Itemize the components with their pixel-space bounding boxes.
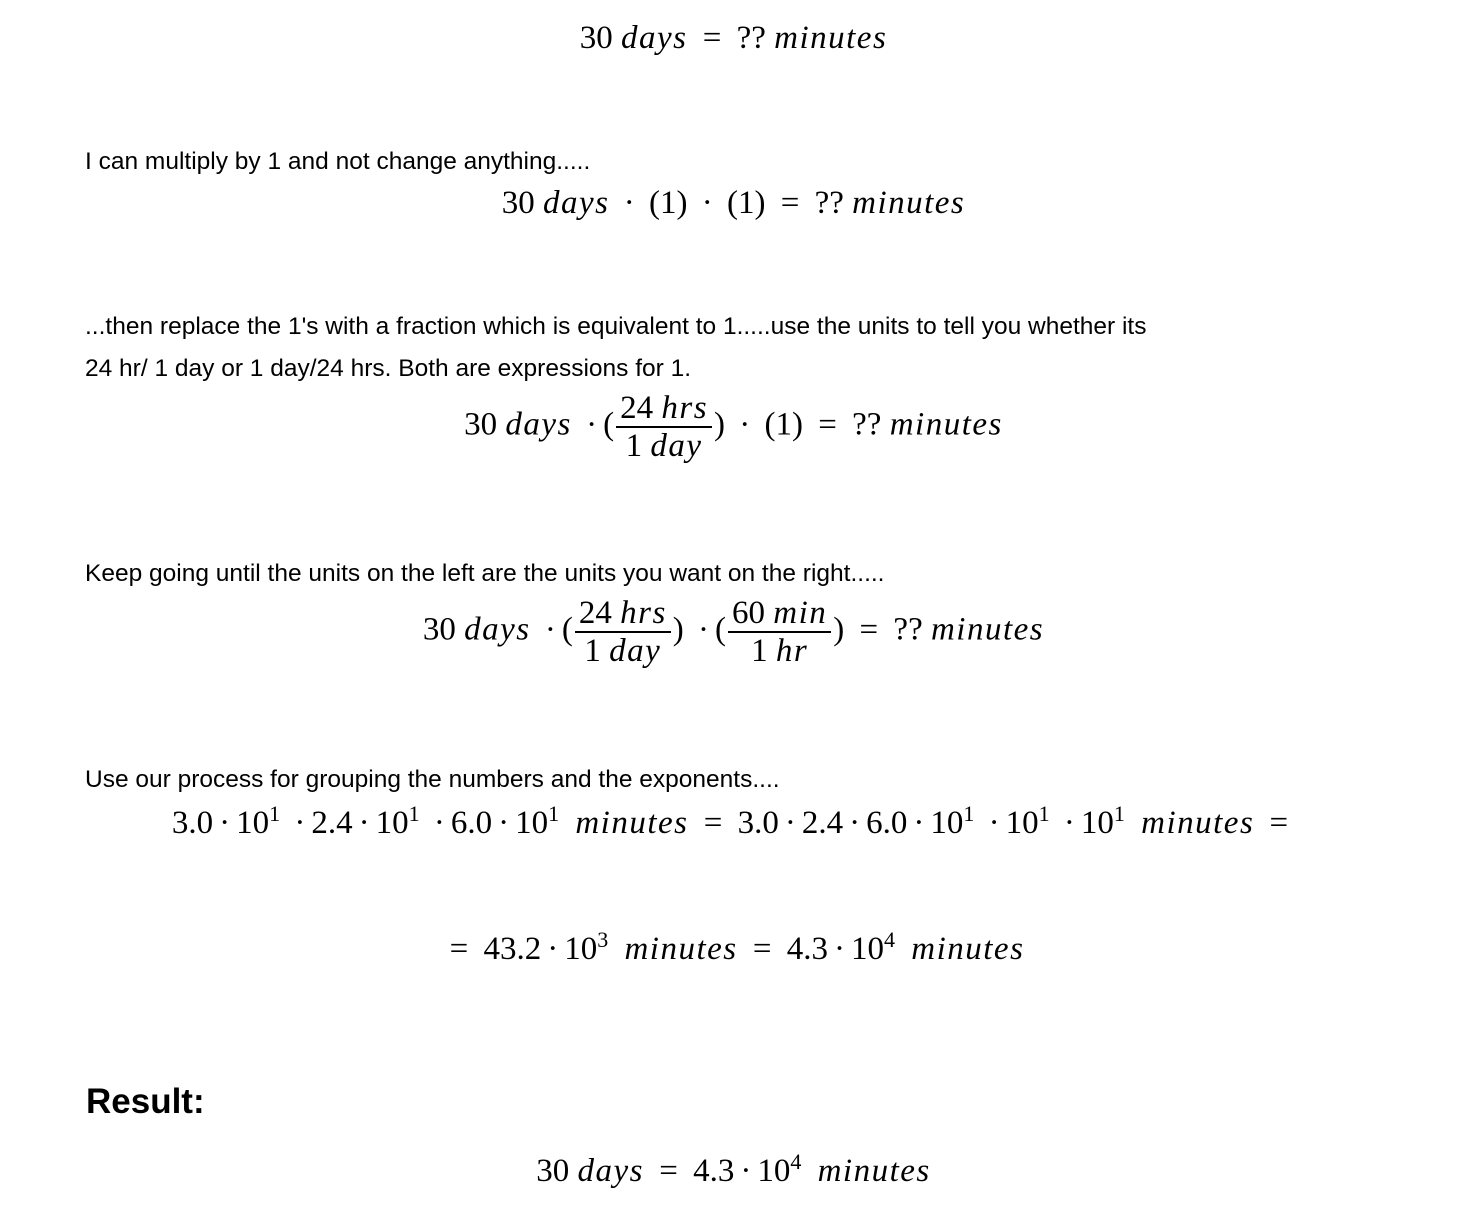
numerator-number: 60	[732, 595, 766, 631]
equals-sign: =	[780, 185, 800, 221]
lhs-unit: days	[464, 611, 531, 648]
lhs-number: 30	[422, 611, 456, 648]
power-base: 10	[930, 805, 964, 841]
power-base: 10	[851, 931, 884, 967]
dot-operator: ·	[739, 406, 751, 443]
result-equation	[0, 1151, 1467, 1191]
power-base: 10	[757, 1153, 791, 1189]
dot-operator: ·	[294, 805, 306, 841]
dot-operator: ·	[698, 611, 710, 648]
rhs-unit: minutes	[889, 406, 1003, 443]
power-base: 10	[564, 931, 598, 967]
exponent: 1	[1038, 801, 1050, 826]
dot-operator: ·	[1063, 805, 1075, 841]
fraction-hours-per-day	[575, 595, 671, 669]
rhs-value: ??	[893, 611, 923, 648]
equals-sign: =	[659, 1153, 678, 1189]
equals-sign: =	[1269, 805, 1289, 841]
numerator-unit: min	[773, 595, 828, 631]
fraction-numerator	[728, 595, 831, 631]
denominator-number: 1	[751, 633, 768, 669]
power-base: 10	[1080, 805, 1114, 841]
coefficient: 2.4	[801, 805, 844, 841]
dot-operator: ·	[913, 805, 925, 841]
dot-operator: ·	[834, 931, 845, 967]
paragraph-multiply-by-one: I can multiply by 1 and not change anything.....	[85, 148, 591, 175]
power-base: 10	[1005, 805, 1039, 841]
lhs-number: 30	[579, 20, 613, 56]
unit: minutes	[817, 1153, 931, 1189]
close-paren: )	[714, 406, 726, 443]
dot-operator: ·	[433, 805, 445, 841]
denominator-number: 1	[625, 428, 643, 464]
denominator-number: 1	[584, 633, 601, 669]
equation-first-fraction	[0, 390, 1467, 464]
one-factor: (1)	[648, 185, 688, 221]
coefficient: 2.4	[311, 805, 353, 841]
coefficient: 43.2	[483, 931, 542, 967]
fraction-denominator	[616, 426, 712, 464]
exponent: 1	[408, 801, 420, 826]
dot-operator: ·	[623, 185, 635, 221]
open-paren: (	[561, 611, 573, 648]
numerator-unit: hrs	[620, 595, 667, 631]
lhs-number: 30	[501, 185, 535, 221]
power-base: 10	[236, 805, 270, 841]
power-base: 10	[515, 805, 549, 841]
coefficient: 6.0	[450, 805, 493, 841]
equation-simplified	[0, 929, 1467, 969]
dot-operator: ·	[544, 611, 556, 648]
dot-operator: ·	[988, 805, 1000, 841]
equals-sign: =	[703, 805, 723, 841]
fraction-minutes-per-hour	[728, 595, 831, 669]
paragraph-replace-ones	[85, 306, 1146, 390]
equation-two-fractions	[0, 595, 1467, 669]
lhs-number: 30	[464, 406, 498, 443]
unit: minutes	[1141, 805, 1255, 841]
denominator-unit: day	[609, 633, 662, 669]
result-heading: Result:	[86, 1082, 205, 1121]
dot-operator: ·	[849, 805, 861, 841]
lhs-number: 30	[536, 1153, 570, 1189]
equals-sign: =	[859, 611, 879, 648]
dot-operator: ·	[740, 1153, 752, 1189]
paragraph-grouping-process: Use our process for grouping the numbers and the exponents....	[85, 766, 780, 793]
fraction-numerator	[616, 390, 712, 426]
dot-operator: ·	[701, 185, 713, 221]
paragraph-line: ...then replace the 1's with a fraction which is equivalent to 1.....use the units to tell you whether its	[85, 313, 1147, 340]
lhs-unit: days	[505, 406, 572, 443]
lhs-unit: days	[542, 185, 610, 221]
fraction-numerator	[575, 595, 671, 631]
one-factor: (1)	[764, 406, 804, 443]
equation-days-to-minutes	[0, 18, 1467, 58]
power-base: 10	[375, 805, 409, 841]
unit: minutes	[575, 805, 689, 841]
exponent: 4	[884, 927, 895, 952]
open-paren: (	[715, 611, 727, 648]
fraction-hours-per-day	[616, 390, 712, 464]
equals-sign: =	[702, 20, 722, 56]
paragraph-keep-going: Keep going until the units on the left are the units you want on the right.....	[85, 560, 885, 587]
rhs-value: ??	[814, 185, 844, 221]
coefficient: 6.0	[866, 805, 908, 841]
equals-sign: =	[449, 931, 469, 967]
dot-operator: ·	[358, 805, 370, 841]
one-factor: (1)	[726, 185, 766, 221]
exponent: 1	[548, 801, 560, 826]
dot-operator: ·	[219, 805, 231, 841]
paragraph-line: 24 hr/ 1 day or 1 day/24 hrs. Both are expressions for 1.	[85, 355, 692, 382]
rhs-value: ??	[736, 20, 766, 56]
lhs-unit: days	[620, 20, 688, 56]
equation-grouping	[0, 803, 1467, 843]
dot-operator: ·	[586, 406, 598, 443]
equals-sign: =	[818, 406, 837, 443]
denominator-unit: day	[650, 428, 703, 464]
rhs-value: ??	[852, 406, 882, 443]
coefficient: 3.0	[737, 805, 779, 841]
exponent: 1	[1113, 801, 1125, 826]
close-paren: )	[833, 611, 845, 648]
unit: minutes	[624, 931, 738, 967]
dot-operator: ·	[547, 931, 559, 967]
denominator-unit: hr	[775, 633, 809, 669]
equation-multiply-by-ones	[0, 183, 1467, 223]
numerator-number: 24	[620, 390, 654, 426]
equals-sign: =	[752, 931, 772, 967]
coefficient: 3.0	[171, 805, 214, 841]
exponent: 1	[269, 801, 281, 826]
fraction-denominator	[728, 631, 831, 669]
coefficient: 4.3	[786, 931, 828, 967]
exponent: 1	[963, 801, 975, 826]
rhs-unit: minutes	[774, 20, 888, 56]
exponent: 4	[790, 1149, 802, 1174]
rhs-unit: minutes	[852, 185, 966, 221]
close-paren: )	[672, 611, 684, 648]
lhs-unit: days	[577, 1153, 644, 1189]
coefficient: 4.3	[693, 1153, 735, 1189]
numerator-unit: hrs	[661, 390, 709, 426]
rhs-unit: minutes	[930, 611, 1045, 648]
exponent: 3	[597, 927, 609, 952]
dot-operator: ·	[784, 805, 796, 841]
numerator-number: 24	[578, 595, 612, 631]
open-paren: (	[603, 406, 615, 443]
fraction-denominator	[575, 631, 671, 669]
unit: minutes	[911, 931, 1025, 967]
dot-operator: ·	[498, 805, 510, 841]
